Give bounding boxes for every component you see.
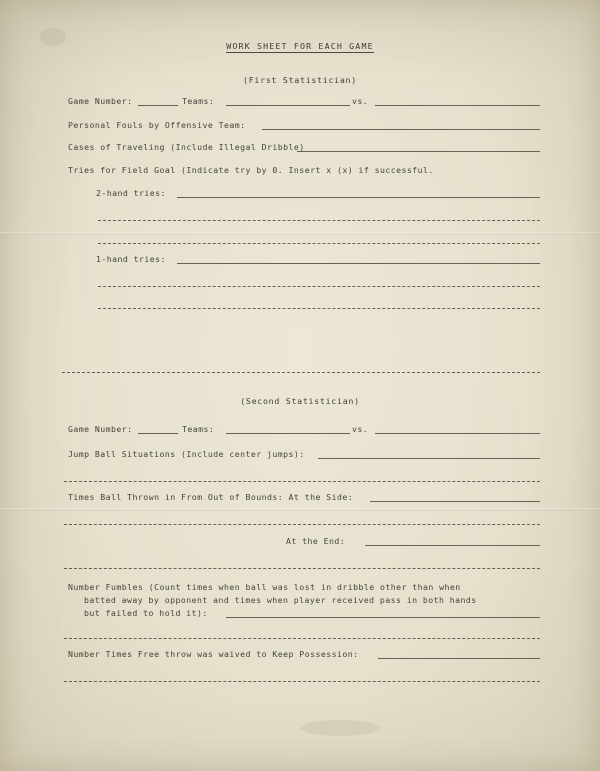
- second-fumbles-label-line1: Number Fumbles (Count times when ball was lost in dribble other than when: [68, 582, 461, 592]
- page-title-text: WORK SHEET FOR EACH GAME: [226, 41, 374, 51]
- second-fumbles-field-2[interactable]: [64, 638, 540, 639]
- page-title: [0, 41, 600, 51]
- section-two-heading: (Second Statistician): [240, 396, 360, 406]
- second-fumbles-label-line3: but failed to hold it):: [84, 608, 208, 618]
- first-game-number-field[interactable]: [138, 105, 178, 106]
- second-thrown-in-side-field[interactable]: [370, 501, 540, 502]
- second-jump-ball-label: Jump Ball Situations (Include center jumps):: [68, 449, 305, 459]
- first-vs-label: vs.: [352, 96, 369, 106]
- second-free-throw-field-1[interactable]: [378, 658, 540, 659]
- first-personal-fouls-label: Personal Fouls by Offensive Team:: [68, 120, 246, 130]
- second-free-throw-label: Number Times Free throw was waived to Keep Possession:: [68, 649, 359, 659]
- second-at-the-end-field[interactable]: [365, 545, 540, 546]
- section-one-heading: (First Statistician): [243, 75, 357, 85]
- second-thrown-in-label: Times Ball Thrown in From Out of Bounds: At the Side:: [68, 492, 354, 502]
- first-two-hand-field-1[interactable]: [177, 197, 540, 198]
- first-team-a-field[interactable]: [226, 105, 350, 106]
- first-two-hand-label: 2-hand tries:: [96, 188, 166, 198]
- second-fumbles-field-1[interactable]: [226, 617, 540, 618]
- second-free-throw-field-2[interactable]: [64, 681, 540, 682]
- second-jump-ball-field-2[interactable]: [64, 481, 540, 482]
- second-thrown-in-field-2[interactable]: [64, 524, 540, 525]
- first-one-hand-field-3[interactable]: [98, 308, 540, 309]
- first-team-b-field[interactable]: [375, 105, 540, 106]
- first-two-hand-field-3[interactable]: [98, 243, 540, 244]
- second-jump-ball-field-1[interactable]: [318, 458, 540, 459]
- second-teams-label: Teams:: [182, 424, 215, 434]
- first-one-hand-label: 1-hand tries:: [96, 254, 166, 264]
- first-personal-fouls-field[interactable]: [262, 129, 540, 130]
- first-field-goal-label: Tries for Field Goal (Indicate try by 0. Insert x (x) if successful.: [68, 165, 434, 175]
- second-game-number-field[interactable]: [138, 433, 178, 434]
- second-at-the-end-label: At the End:: [286, 536, 346, 546]
- first-traveling-field[interactable]: [297, 151, 540, 152]
- first-one-hand-field-1[interactable]: [177, 263, 540, 264]
- first-two-hand-field-2[interactable]: [98, 220, 540, 221]
- second-vs-label: vs.: [352, 424, 369, 434]
- first-one-hand-field-2[interactable]: [98, 286, 540, 287]
- section-divider: [62, 372, 540, 373]
- first-game-number-label: Game Number:: [68, 96, 133, 106]
- first-teams-label: Teams:: [182, 96, 215, 106]
- second-at-the-end-field-2[interactable]: [64, 568, 540, 569]
- second-game-number-label: Game Number:: [68, 424, 133, 434]
- second-team-b-field[interactable]: [375, 433, 540, 434]
- second-team-a-field[interactable]: [226, 433, 350, 434]
- second-fumbles-label-line2: batted away by opponent and times when player received pass in both hands: [84, 595, 477, 605]
- first-traveling-label: Cases of Traveling (Include Illegal Dribble): [68, 142, 305, 152]
